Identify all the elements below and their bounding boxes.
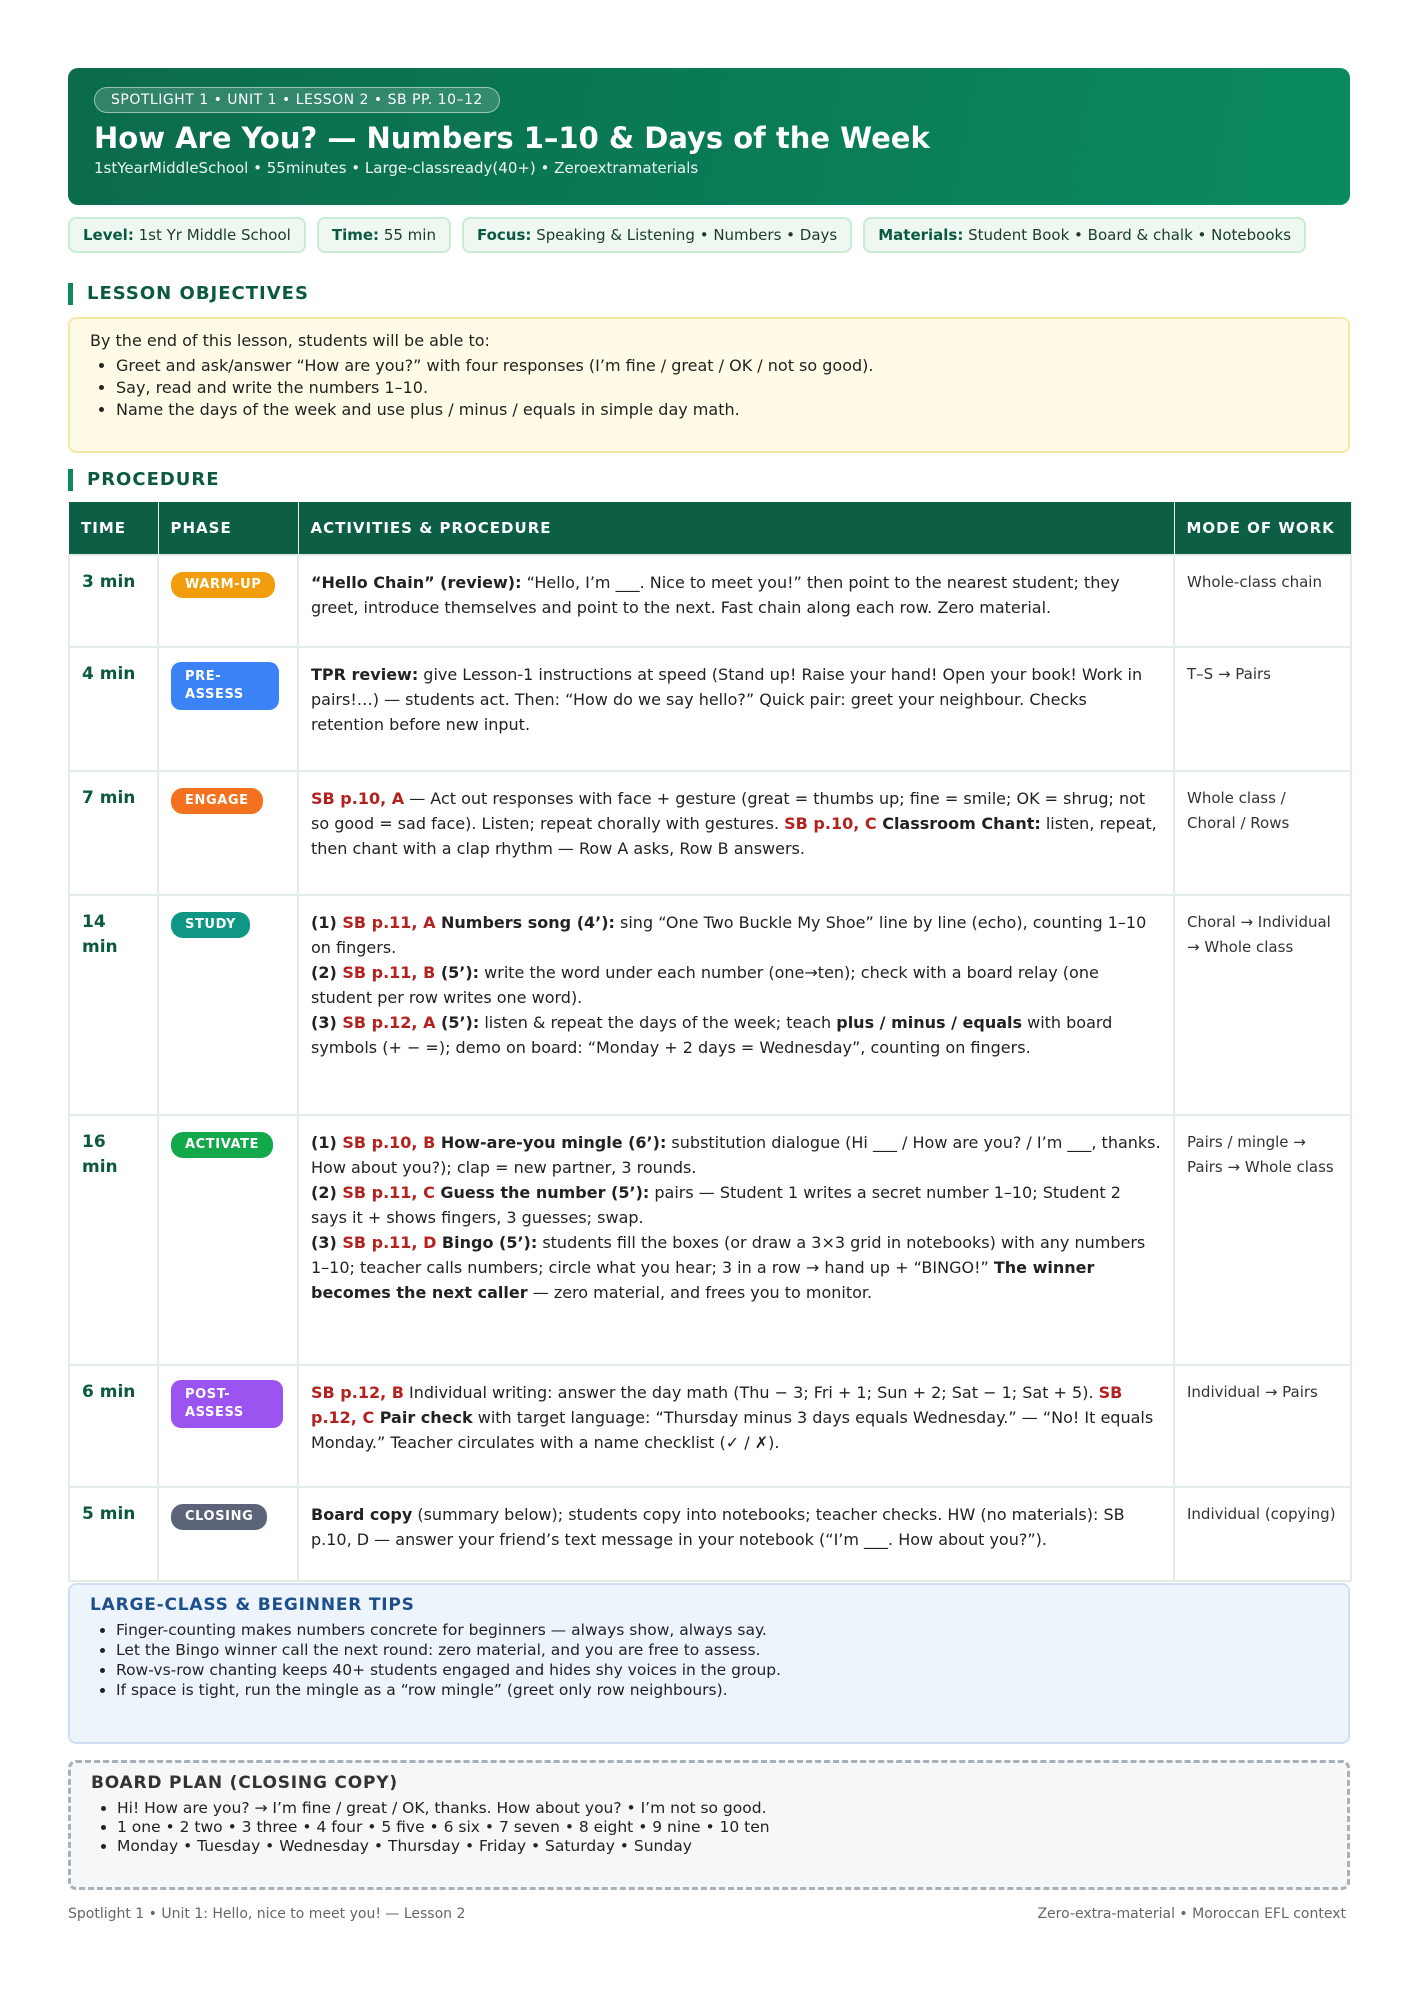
phase-badge: ACTIVATE [171,1132,273,1158]
tips-box [68,1583,1350,1744]
page-subtitle: 1stYearMiddleSchool • 55minutes • Large-classready(40+) • Zeroextramaterials [94,159,699,177]
list-item: • Let the Bingo winner call the next round: zero material, and you are free to assess. [116,1641,1328,1659]
phase-badge: PRE-ASSESS [171,662,279,710]
row-mode: T–S → Pairs [1174,647,1351,771]
footer-right: Zero-extra-material • Moroccan EFL context [1037,1906,1346,1922]
objectives-box [68,317,1350,453]
column-header: ACTIVITIES & PROCEDURE [298,502,1174,555]
row-activity: SB p.10, A — Act out responses with face + gesture (great = thumbs up; fine = smile; OK = shrug; not so good = sad face). Listen; repeat chorally with gestures. SB p.10, C Classroom Chant: listen, repeat, then chant with a clap rhythm — Row A asks, Row B answers. [298,771,1174,895]
list-item: • Greet and ask/answer “How are you?” with four responses (I’m fine / great / OK / not so good). [116,356,1328,375]
row-activity: (1) SB p.10, B How-are-you mingle (6’): substitution dialogue (Hi ___ / How are you? / I’m ___, thanks. How about you?); clap = new partner, 3 rounds. (2) SB p.11, C Guess the number (5’): pairs — Student 1 writes a secret number 1–10; Student 2 says it + shows fingers, 3 guesses; swap. (3) SB p.11, D Bingo (5’): students fill the boxes (or draw a 3×3 grid in notebooks) with any numbers 1–10; teacher calls numbers; circle what you hear; 3 in a row → hand up + “BINGO!” The winner becomes the next caller — zero material, and frees you to monitor. [298,1115,1174,1365]
phase-badge: STUDY [171,912,250,938]
list-item: • If space is tight, run the mingle as a “row mingle” (greet only row neighbours). [116,1681,1328,1699]
board-plan-heading: BOARD PLAN (CLOSING COPY) [91,1773,398,1793]
procedure-table [68,502,1352,1582]
phase-badge: WARM-UP [171,572,275,598]
list-item: • Hi! How are you? → I’m fine / great / OK, thanks. How about you? • I’m not so good. [117,1799,1327,1817]
row-activity: (1) SB p.11, A Numbers song (4’): sing “One Two Buckle My Shoe” line by line (echo), counting 1–10 on fingers. (2) SB p.11, B (5’): write the word under each number (one→ten); check with a board relay (one student per row writes one word). (3) SB p.12, A (5’): listen & repeat the days of the week; teach plus / minus / equals with board symbols (+ − =); demo on board: “Monday + 2 days = Wednesday”, counting on fingers. [298,895,1174,1115]
phase-badge: POST-ASSESS [171,1380,283,1428]
row-activity: “Hello Chain” (review): “Hello, I’m ___. Nice to meet you!” then point to the nearest student; they greet, introduce themselves and point to the next. Fast chain along each row. Zero material. [298,555,1174,647]
column-header: TIME [69,502,158,555]
footer-left: Spotlight 1 • Unit 1: Hello, nice to meet you! — Lesson 2 [68,1906,466,1922]
table-row [69,895,1351,1115]
board-plan-list [91,1799,1327,1855]
list-item: • Finger-counting makes numbers concrete for beginners — always show, always say. [116,1621,1328,1639]
row-phase [158,1487,298,1581]
table-row [69,1365,1351,1487]
table-row [69,647,1351,771]
row-phase [158,771,298,895]
info-chips [68,217,1306,253]
row-time: 14 min [69,895,158,1115]
row-phase [158,555,298,647]
objectives-list [90,356,1328,419]
chip-level: Level: 1st Yr Middle School [68,217,306,253]
row-mode: Whole class / Choral / Rows [1174,771,1351,895]
list-item: • 1 one • 2 two • 3 three • 4 four • 5 five • 6 six • 7 seven • 8 eight • 9 nine • 10 ten [117,1818,1327,1836]
column-header: MODE OF WORK [1174,502,1351,555]
phase-badge: ENGAGE [171,788,263,814]
chip-time: Time: 55 min [317,217,451,253]
lesson-header [68,68,1350,205]
table-row [69,1487,1351,1581]
board-plan-box [68,1760,1350,1890]
row-time: 3 min [69,555,158,647]
objectives-heading: LESSON OBJECTIVES [68,283,309,305]
row-time: 6 min [69,1365,158,1487]
list-item: • Monday • Tuesday • Wednesday • Thursday • Friday • Saturday • Sunday [117,1837,1327,1855]
row-mode: Individual (copying) [1174,1487,1351,1581]
row-time: 4 min [69,647,158,771]
list-item: • Name the days of the week and use plus / minus / equals in simple day math. [116,400,1328,419]
row-mode: Whole-class chain [1174,555,1351,647]
row-mode: Individual → Pairs [1174,1365,1351,1487]
chip-focus: Focus: Speaking & Listening • Numbers • Days [462,217,852,253]
row-time: 7 min [69,771,158,895]
row-time: 5 min [69,1487,158,1581]
breadcrumb: SPOTLIGHT 1 • UNIT 1 • LESSON 2 • SB PP. 10–12 [94,87,500,113]
table-row [69,1115,1351,1365]
row-phase [158,1365,298,1487]
phase-badge: CLOSING [171,1504,267,1530]
row-mode: Pairs / mingle → Pairs → Whole class [1174,1115,1351,1365]
row-activity: TPR review: give Lesson-1 instructions at speed (Stand up! Raise your hand! Open your book! Work in pairs!…) — students act. Then: “How do we say hello?” Quick pair: greet your neighbour. Checks retention before new input. [298,647,1174,771]
row-mode: Choral → Individual → Whole class [1174,895,1351,1115]
objectives-intro: By the end of this lesson, students will be able to: [90,331,490,350]
row-activity: SB p.12, B Individual writing: answer the day math (Thu − 3; Fri + 1; Sun + 2; Sat − 1; Sat + 5). SB p.12, C Pair check with target language: “Thursday minus 3 days equals Wednesday.” — “No! It equals Monday.” Teacher circulates with a name checklist (✓ / ✗). [298,1365,1174,1487]
chip-materials: Materials: Student Book • Board & chalk • Notebooks [863,217,1306,253]
page-title: How Are You? — Numbers 1–10 & Days of the Week [94,121,930,155]
list-item: • Say, read and write the numbers 1–10. [116,378,1328,397]
table-row [69,555,1351,647]
row-phase [158,895,298,1115]
table-row [69,771,1351,895]
tips-heading: LARGE-CLASS & BEGINNER TIPS [90,1595,415,1615]
row-time: 16 min [69,1115,158,1365]
tips-list [90,1621,1328,1699]
table-header-row [69,502,1351,555]
row-phase [158,1115,298,1365]
list-item: • Row-vs-row chanting keeps 40+ students engaged and hides shy voices in the group. [116,1661,1328,1679]
procedure-heading: PROCEDURE [68,469,220,491]
row-activity: Board copy (summary below); students copy into notebooks; teacher checks. HW (no materials): SB p.10, D — answer your friend’s text message in your notebook (“I’m ___. How about you?”). [298,1487,1174,1581]
row-phase [158,647,298,771]
column-header: PHASE [158,502,298,555]
